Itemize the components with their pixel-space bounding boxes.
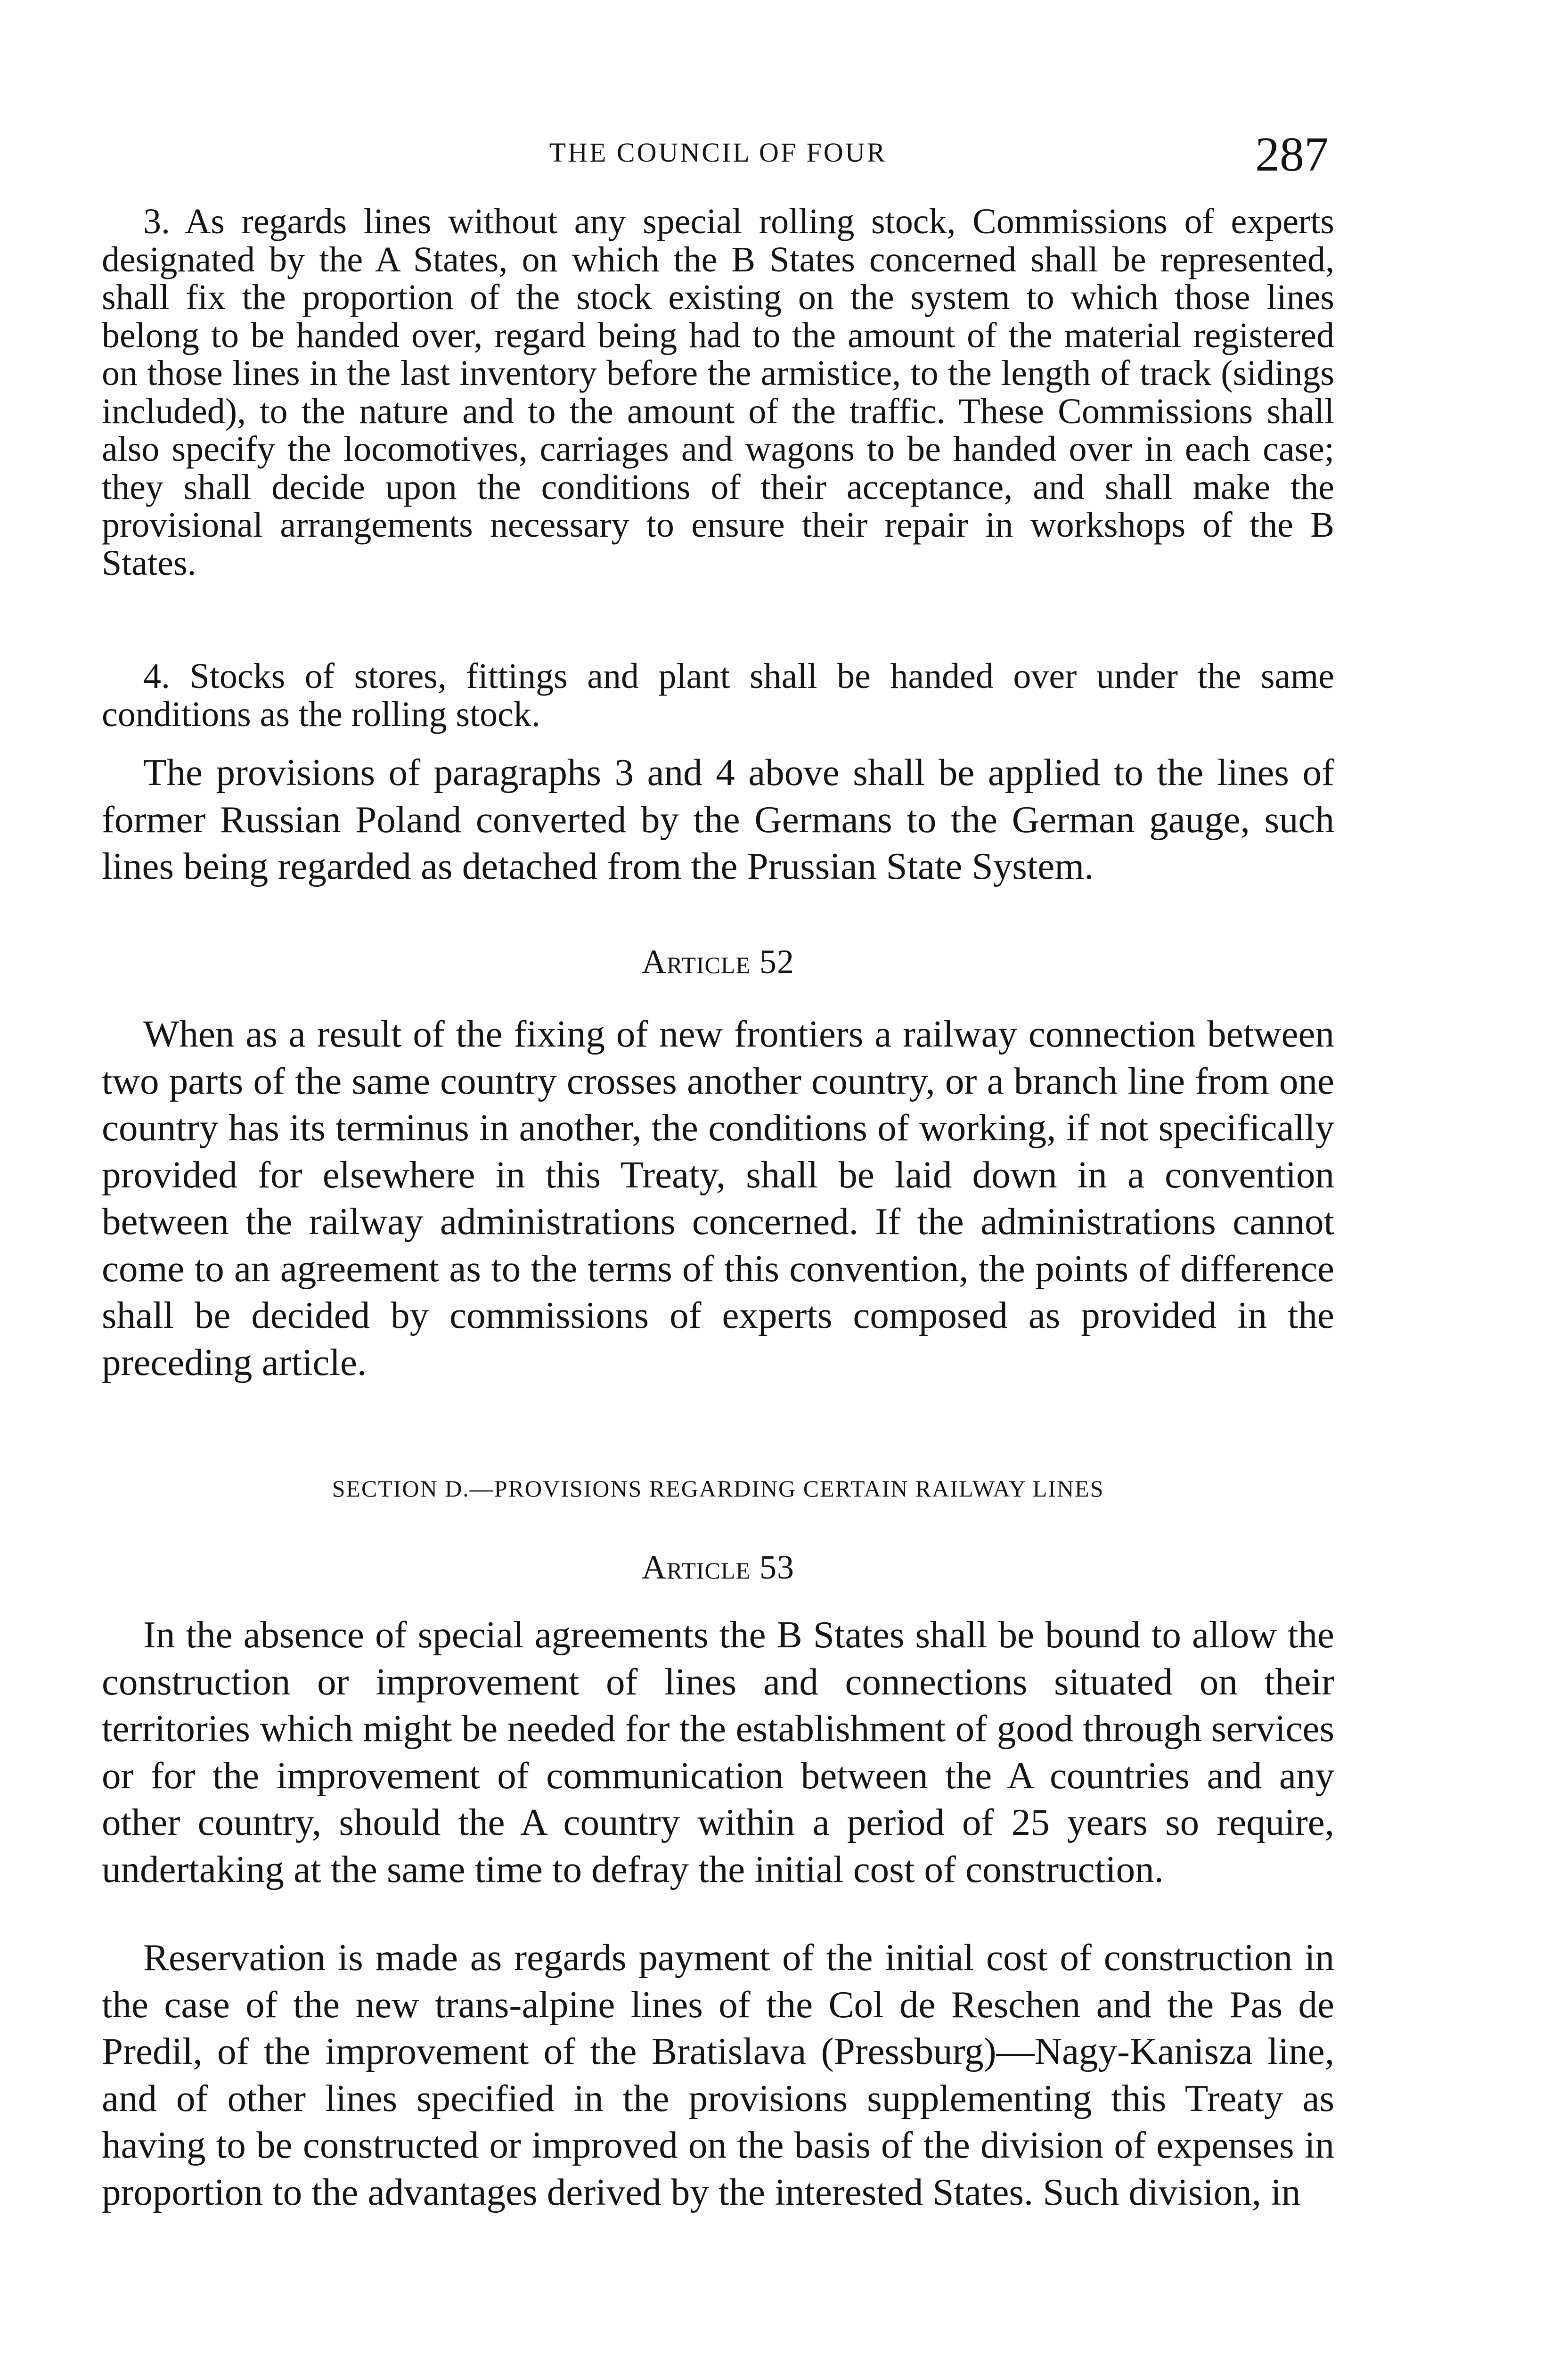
article-52-text: When as a result of the fixing of new frontiers a railway connection between two parts of the same country crosses another country, or a branch line from one country has its terminus in another, the conditions of working, if not specifically provided for elsewhere in this Treaty, shall be laid down in a convention between the railway administrations concerned. If the administrations cannot come to an agreement as to the terms of this convention, the points of difference shall be decided by commissions of experts composed as provided in the preceding article.	[102, 1013, 1334, 1383]
page-header	[102, 126, 1334, 181]
paragraph-provisions: The provisions of paragraphs 3 and 4 above shall be applied to the lines of former Russian Poland converted by the Germans to the German gauge, such lines being regarded as detached from the Prussian State System.	[102, 751, 1334, 887]
paragraph-4: 4. Stocks of stores, fittings and plant shall be handed over under the same conditions as the rolling stock.	[102, 656, 1334, 734]
section-d-heading: SECTION D.—PROVISIONS REGARDING CERTAIN RAILWAY LINES	[332, 1475, 1104, 1502]
article-53-heading: Article 53	[642, 1548, 794, 1586]
page-number: 287	[1255, 127, 1329, 181]
paragraph-3: 3. As regards lines without any special rolling stock, Commissions of experts designated by the A States, on which the B States concerned shall be represented, shall fix the proportion of the stock existing on the system to which those lines belong to be handed over, regard being had to the amount of the material registered on those lines in the last inventory before the armistice, to the length of track (sidings included), to the nature and to the amount of the traffic. These Commissions shall also specify the locomotives, carriages and wagons to be handed over in each case; they shall decide upon the conditions of their acceptance, and shall make the provisional arrangements necessary to ensure their repair in workshops of the B States.	[102, 202, 1334, 583]
running-head: THE COUNCIL OF FOUR	[549, 137, 887, 168]
reservation-paragraph: Reservation is made as regards payment of the initial cost of construction in the case of the new trans-alpine lines of the Col de Reschen and the Pas de Predil, of the improvement of the Bratislava (Pressburg)—Nagy-Kanisza line, and of other lines specified in the provisions supplementing this Treaty as having to be constructed or improved on the basis of the division of expenses in proportion to the advantages derived by the interested States. Such division, in	[102, 1936, 1334, 2213]
article-52-heading: Article 52	[642, 943, 794, 981]
article-53-text: In the absence of special agreements the B States shall be bound to allow the construction or improvement of lines and connections situated on their territories which might be needed for the establishment of good through services or for the improvement of communication between the A countries and any other country, should the A country within a period of 25 years so require, undertaking at the same time to defray the initial cost of construction.	[102, 1613, 1334, 1890]
